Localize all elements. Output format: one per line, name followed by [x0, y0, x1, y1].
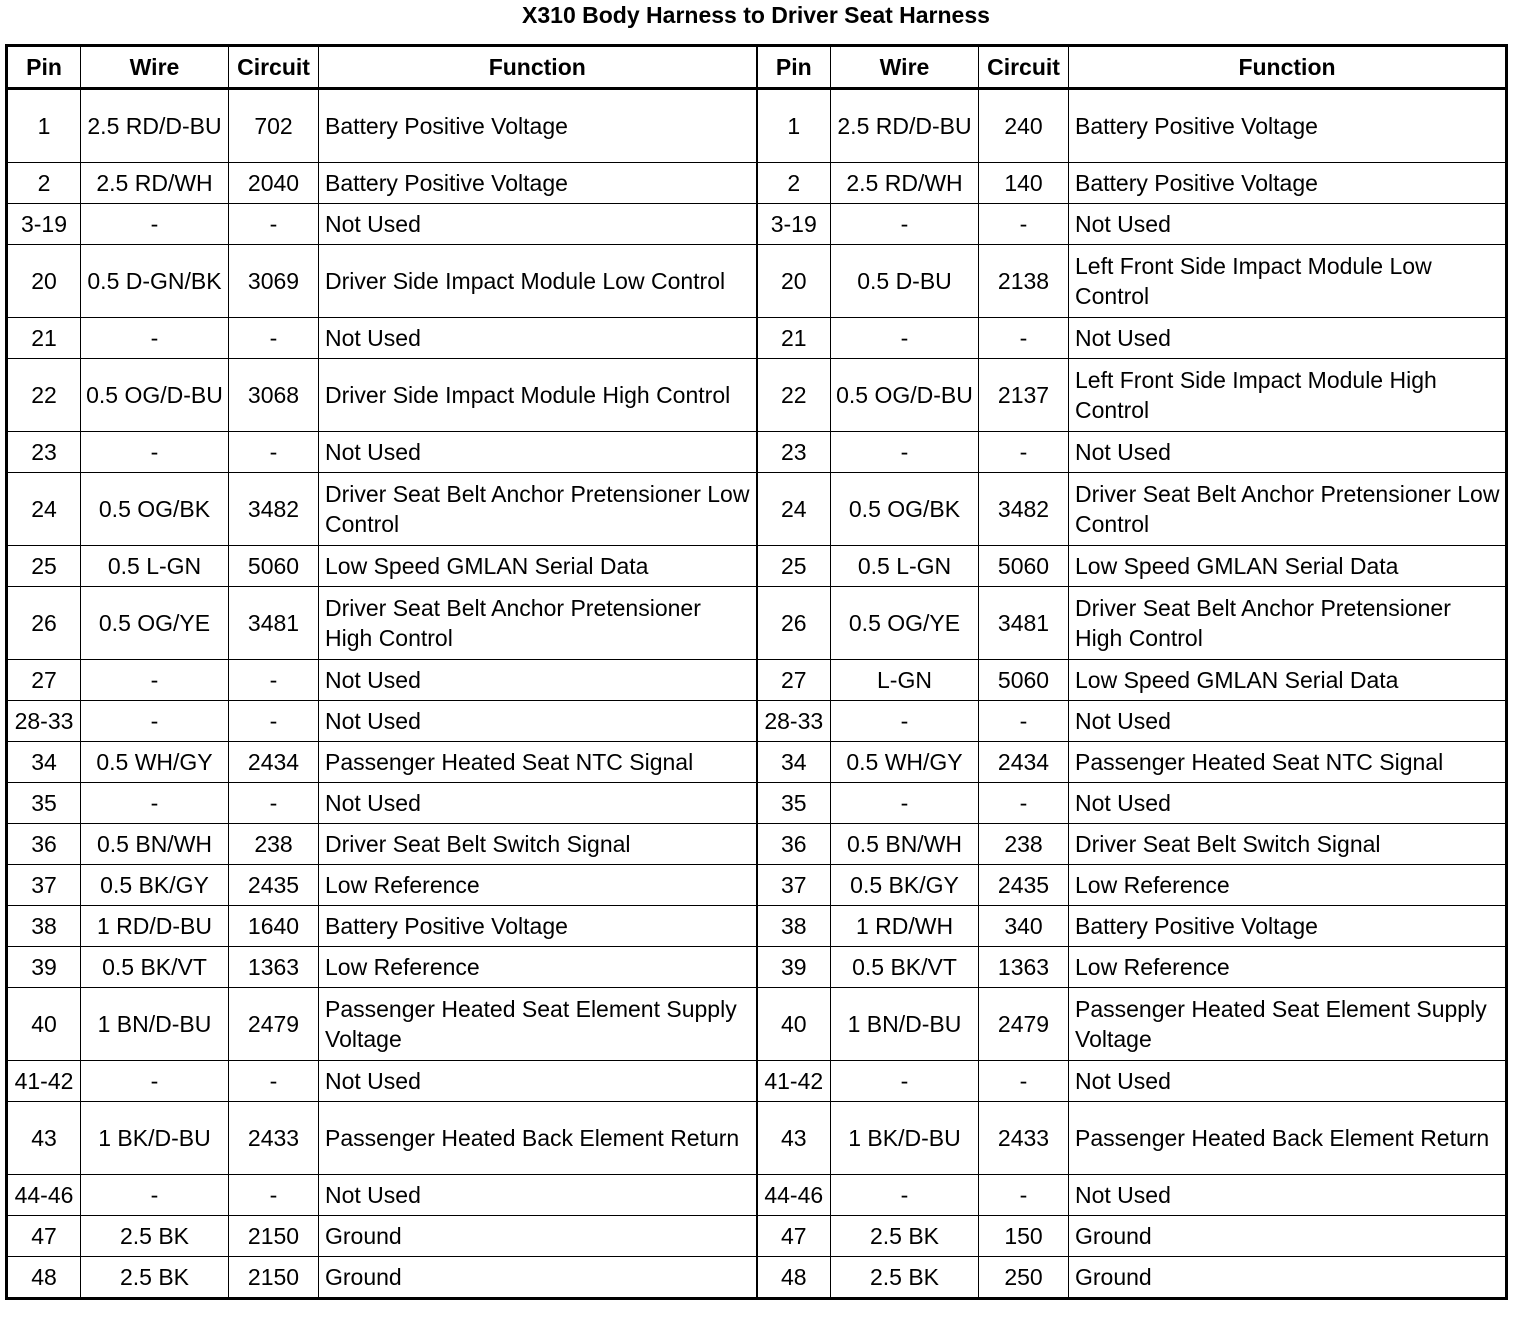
cell-function-right: Left Front Side Impact Module Low Control	[1069, 245, 1507, 318]
cell-pin-left: 1	[7, 89, 81, 163]
cell-pin-right: 24	[757, 473, 831, 546]
cell-circuit-right: 2435	[979, 865, 1069, 906]
table-row	[7, 587, 1507, 660]
cell-function-left: Driver Seat Belt Anchor Pretensioner High Control	[319, 587, 757, 660]
cell-circuit-left: 2150	[229, 1257, 319, 1299]
cell-function-right: Low Reference	[1069, 947, 1507, 988]
cell-wire-left: 0.5 OG/YE	[81, 587, 229, 660]
table-row	[7, 701, 1507, 742]
header-circuit-left: Circuit	[229, 46, 319, 89]
cell-wire-right: -	[831, 318, 979, 359]
cell-wire-left: 0.5 L-GN	[81, 546, 229, 587]
cell-wire-left: -	[81, 1061, 229, 1102]
table-row	[7, 865, 1507, 906]
cell-function-right: Passenger Heated Seat Element Supply Voltage	[1069, 988, 1507, 1061]
cell-pin-right: 38	[757, 906, 831, 947]
cell-pin-right: 21	[757, 318, 831, 359]
cell-pin-left: 40	[7, 988, 81, 1061]
cell-function-left: Driver Side Impact Module Low Control	[319, 245, 757, 318]
cell-pin-right: 48	[757, 1257, 831, 1299]
cell-wire-left: 0.5 D-GN/BK	[81, 245, 229, 318]
cell-wire-right: 0.5 BK/GY	[831, 865, 979, 906]
cell-function-right: Not Used	[1069, 432, 1507, 473]
cell-wire-left: 1 RD/D-BU	[81, 906, 229, 947]
cell-wire-right: 0.5 WH/GY	[831, 742, 979, 783]
cell-wire-right: 2.5 RD/WH	[831, 163, 979, 204]
table-row	[7, 824, 1507, 865]
cell-circuit-right: -	[979, 204, 1069, 245]
harness-table-body	[7, 89, 1507, 1299]
cell-function-right: Battery Positive Voltage	[1069, 89, 1507, 163]
cell-wire-right: 1 RD/WH	[831, 906, 979, 947]
cell-circuit-right: -	[979, 1061, 1069, 1102]
cell-circuit-left: 3069	[229, 245, 319, 318]
cell-function-right: Not Used	[1069, 204, 1507, 245]
cell-wire-right: 2.5 RD/D-BU	[831, 89, 979, 163]
harness-table	[5, 44, 1508, 1300]
cell-function-right: Ground	[1069, 1257, 1507, 1299]
cell-function-left: Ground	[319, 1257, 757, 1299]
cell-function-right: Not Used	[1069, 1175, 1507, 1216]
table-row	[7, 660, 1507, 701]
cell-wire-right: 1 BN/D-BU	[831, 988, 979, 1061]
cell-pin-right: 23	[757, 432, 831, 473]
table-row	[7, 1061, 1507, 1102]
cell-wire-right: -	[831, 1061, 979, 1102]
cell-wire-right: 0.5 BK/VT	[831, 947, 979, 988]
cell-circuit-right: 340	[979, 906, 1069, 947]
cell-wire-left: -	[81, 701, 229, 742]
cell-wire-left: 0.5 OG/BK	[81, 473, 229, 546]
cell-circuit-left: 2433	[229, 1102, 319, 1175]
table-row	[7, 473, 1507, 546]
cell-pin-right: 22	[757, 359, 831, 432]
cell-circuit-left: 2040	[229, 163, 319, 204]
cell-circuit-right: 150	[979, 1216, 1069, 1257]
cell-function-right: Not Used	[1069, 1061, 1507, 1102]
cell-function-left: Passenger Heated Back Element Return	[319, 1102, 757, 1175]
cell-wire-right: 2.5 BK	[831, 1257, 979, 1299]
cell-pin-left: 38	[7, 906, 81, 947]
cell-pin-right: 43	[757, 1102, 831, 1175]
cell-function-right: Driver Seat Belt Switch Signal	[1069, 824, 1507, 865]
cell-wire-left: 0.5 OG/D-BU	[81, 359, 229, 432]
cell-circuit-left: 238	[229, 824, 319, 865]
cell-function-left: Low Reference	[319, 947, 757, 988]
cell-pin-left: 48	[7, 1257, 81, 1299]
cell-wire-left: 0.5 BK/VT	[81, 947, 229, 988]
cell-function-right: Left Front Side Impact Module High Control	[1069, 359, 1507, 432]
cell-pin-right: 2	[757, 163, 831, 204]
cell-pin-left: 25	[7, 546, 81, 587]
cell-function-right: Not Used	[1069, 783, 1507, 824]
cell-wire-left: 2.5 BK	[81, 1257, 229, 1299]
cell-function-right: Passenger Heated Back Element Return	[1069, 1102, 1507, 1175]
cell-wire-right: 0.5 L-GN	[831, 546, 979, 587]
cell-function-left: Battery Positive Voltage	[319, 906, 757, 947]
cell-function-right: Low Speed GMLAN Serial Data	[1069, 660, 1507, 701]
cell-pin-right: 41-42	[757, 1061, 831, 1102]
cell-circuit-left: -	[229, 1061, 319, 1102]
cell-pin-right: 35	[757, 783, 831, 824]
cell-pin-right: 36	[757, 824, 831, 865]
cell-pin-left: 24	[7, 473, 81, 546]
cell-wire-right: 0.5 BN/WH	[831, 824, 979, 865]
cell-function-left: Not Used	[319, 660, 757, 701]
cell-function-right: Low Speed GMLAN Serial Data	[1069, 546, 1507, 587]
header-pin-left: Pin	[7, 46, 81, 89]
table-row	[7, 89, 1507, 163]
cell-function-right: Not Used	[1069, 701, 1507, 742]
cell-pin-left: 37	[7, 865, 81, 906]
cell-function-left: Passenger Heated Seat NTC Signal	[319, 742, 757, 783]
cell-wire-left: 2.5 RD/WH	[81, 163, 229, 204]
cell-circuit-right: -	[979, 318, 1069, 359]
table-row	[7, 906, 1507, 947]
cell-pin-left: 3-19	[7, 204, 81, 245]
cell-circuit-left: -	[229, 660, 319, 701]
cell-circuit-right: 3481	[979, 587, 1069, 660]
table-row	[7, 163, 1507, 204]
header-wire-right: Wire	[831, 46, 979, 89]
cell-pin-left: 39	[7, 947, 81, 988]
cell-function-left: Battery Positive Voltage	[319, 163, 757, 204]
cell-circuit-right: 3482	[979, 473, 1069, 546]
cell-wire-right: L-GN	[831, 660, 979, 701]
cell-circuit-left: -	[229, 701, 319, 742]
cell-function-left: Not Used	[319, 432, 757, 473]
cell-wire-left: 0.5 BK/GY	[81, 865, 229, 906]
cell-circuit-left: 702	[229, 89, 319, 163]
cell-function-right: Not Used	[1069, 318, 1507, 359]
cell-pin-left: 21	[7, 318, 81, 359]
cell-wire-left: -	[81, 318, 229, 359]
cell-circuit-right: -	[979, 783, 1069, 824]
cell-function-left: Driver Seat Belt Switch Signal	[319, 824, 757, 865]
header-function-right: Function	[1069, 46, 1507, 89]
cell-pin-left: 26	[7, 587, 81, 660]
cell-pin-right: 37	[757, 865, 831, 906]
cell-circuit-left: -	[229, 204, 319, 245]
cell-circuit-right: 2433	[979, 1102, 1069, 1175]
cell-circuit-right: 140	[979, 163, 1069, 204]
cell-circuit-left: 3068	[229, 359, 319, 432]
cell-wire-left: 0.5 BN/WH	[81, 824, 229, 865]
cell-pin-left: 43	[7, 1102, 81, 1175]
cell-circuit-right: 5060	[979, 546, 1069, 587]
cell-function-right: Passenger Heated Seat NTC Signal	[1069, 742, 1507, 783]
cell-pin-left: 36	[7, 824, 81, 865]
cell-circuit-right: 1363	[979, 947, 1069, 988]
table-row	[7, 1257, 1507, 1299]
cell-pin-left: 47	[7, 1216, 81, 1257]
cell-function-right: Battery Positive Voltage	[1069, 906, 1507, 947]
cell-pin-right: 27	[757, 660, 831, 701]
cell-circuit-left: -	[229, 1175, 319, 1216]
cell-circuit-left: 3482	[229, 473, 319, 546]
cell-wire-left: 1 BK/D-BU	[81, 1102, 229, 1175]
table-row	[7, 546, 1507, 587]
cell-pin-right: 3-19	[757, 204, 831, 245]
cell-circuit-left: 1363	[229, 947, 319, 988]
cell-wire-left: -	[81, 660, 229, 701]
cell-function-left: Not Used	[319, 1175, 757, 1216]
table-row	[7, 1102, 1507, 1175]
cell-wire-right: 0.5 OG/D-BU	[831, 359, 979, 432]
cell-pin-right: 26	[757, 587, 831, 660]
cell-function-left: Not Used	[319, 204, 757, 245]
cell-pin-right: 20	[757, 245, 831, 318]
cell-wire-left: -	[81, 783, 229, 824]
cell-wire-right: 0.5 OG/YE	[831, 587, 979, 660]
table-row	[7, 947, 1507, 988]
cell-pin-left: 27	[7, 660, 81, 701]
cell-function-right: Ground	[1069, 1216, 1507, 1257]
table-row	[7, 783, 1507, 824]
header-pin-right: Pin	[757, 46, 831, 89]
page-title: X310 Body Harness to Driver Seat Harness	[522, 2, 990, 28]
cell-pin-right: 1	[757, 89, 831, 163]
cell-function-left: Ground	[319, 1216, 757, 1257]
cell-pin-left: 2	[7, 163, 81, 204]
cell-function-left: Battery Positive Voltage	[319, 89, 757, 163]
cell-function-left: Driver Seat Belt Anchor Pretensioner Low Control	[319, 473, 757, 546]
cell-circuit-right: 5060	[979, 660, 1069, 701]
cell-circuit-left: 2150	[229, 1216, 319, 1257]
cell-wire-left: 2.5 RD/D-BU	[81, 89, 229, 163]
cell-circuit-right: -	[979, 1175, 1069, 1216]
cell-pin-right: 34	[757, 742, 831, 783]
cell-function-left: Low Speed GMLAN Serial Data	[319, 546, 757, 587]
cell-pin-right: 47	[757, 1216, 831, 1257]
cell-circuit-right: 2138	[979, 245, 1069, 318]
table-row	[7, 245, 1507, 318]
cell-pin-left: 34	[7, 742, 81, 783]
cell-wire-left: -	[81, 204, 229, 245]
cell-pin-left: 23	[7, 432, 81, 473]
cell-wire-right: 2.5 BK	[831, 1216, 979, 1257]
cell-circuit-right: 2137	[979, 359, 1069, 432]
table-row	[7, 742, 1507, 783]
table-row	[7, 204, 1507, 245]
cell-function-right: Driver Seat Belt Anchor Pretensioner High Control	[1069, 587, 1507, 660]
cell-pin-left: 41-42	[7, 1061, 81, 1102]
cell-circuit-right: 238	[979, 824, 1069, 865]
cell-function-left: Not Used	[319, 318, 757, 359]
cell-circuit-left: 2435	[229, 865, 319, 906]
table-row	[7, 359, 1507, 432]
cell-function-left: Not Used	[319, 783, 757, 824]
cell-function-left: Driver Side Impact Module High Control	[319, 359, 757, 432]
cell-circuit-right: 240	[979, 89, 1069, 163]
cell-function-left: Low Reference	[319, 865, 757, 906]
cell-function-left: Not Used	[319, 1061, 757, 1102]
header-function-left: Function	[319, 46, 757, 89]
cell-function-right: Battery Positive Voltage	[1069, 163, 1507, 204]
cell-function-left: Not Used	[319, 701, 757, 742]
cell-pin-right: 25	[757, 546, 831, 587]
cell-pin-left: 44-46	[7, 1175, 81, 1216]
cell-wire-right: -	[831, 701, 979, 742]
cell-circuit-right: 2479	[979, 988, 1069, 1061]
cell-wire-right: -	[831, 783, 979, 824]
table-row	[7, 1175, 1507, 1216]
cell-pin-right: 39	[757, 947, 831, 988]
cell-circuit-left: 1640	[229, 906, 319, 947]
cell-circuit-left: -	[229, 432, 319, 473]
cell-wire-left: -	[81, 432, 229, 473]
cell-wire-right: 0.5 OG/BK	[831, 473, 979, 546]
cell-circuit-left: 2479	[229, 988, 319, 1061]
cell-circuit-left: 2434	[229, 742, 319, 783]
table-row	[7, 318, 1507, 359]
cell-wire-right: -	[831, 432, 979, 473]
cell-pin-right: 40	[757, 988, 831, 1061]
table-row	[7, 1216, 1507, 1257]
cell-pin-left: 22	[7, 359, 81, 432]
cell-wire-right: 1 BK/D-BU	[831, 1102, 979, 1175]
cell-circuit-left: 3481	[229, 587, 319, 660]
cell-function-left: Passenger Heated Seat Element Supply Voltage	[319, 988, 757, 1061]
cell-pin-left: 20	[7, 245, 81, 318]
table-row	[7, 432, 1507, 473]
cell-pin-right: 44-46	[757, 1175, 831, 1216]
cell-pin-left: 35	[7, 783, 81, 824]
cell-wire-left: 1 BN/D-BU	[81, 988, 229, 1061]
cell-function-right: Driver Seat Belt Anchor Pretensioner Low Control	[1069, 473, 1507, 546]
cell-wire-left: 2.5 BK	[81, 1216, 229, 1257]
cell-circuit-left: 5060	[229, 546, 319, 587]
header-row	[7, 46, 1507, 89]
cell-wire-right: -	[831, 204, 979, 245]
cell-pin-right: 28-33	[757, 701, 831, 742]
cell-wire-right: 0.5 D-BU	[831, 245, 979, 318]
cell-circuit-right: 250	[979, 1257, 1069, 1299]
cell-circuit-left: -	[229, 783, 319, 824]
cell-wire-left: 0.5 WH/GY	[81, 742, 229, 783]
cell-wire-right: -	[831, 1175, 979, 1216]
header-wire-left: Wire	[81, 46, 229, 89]
cell-wire-left: -	[81, 1175, 229, 1216]
header-circuit-right: Circuit	[979, 46, 1069, 89]
table-row	[7, 988, 1507, 1061]
cell-circuit-right: -	[979, 701, 1069, 742]
cell-pin-left: 28-33	[7, 701, 81, 742]
cell-circuit-right: -	[979, 432, 1069, 473]
cell-circuit-right: 2434	[979, 742, 1069, 783]
cell-circuit-left: -	[229, 318, 319, 359]
cell-function-right: Low Reference	[1069, 865, 1507, 906]
